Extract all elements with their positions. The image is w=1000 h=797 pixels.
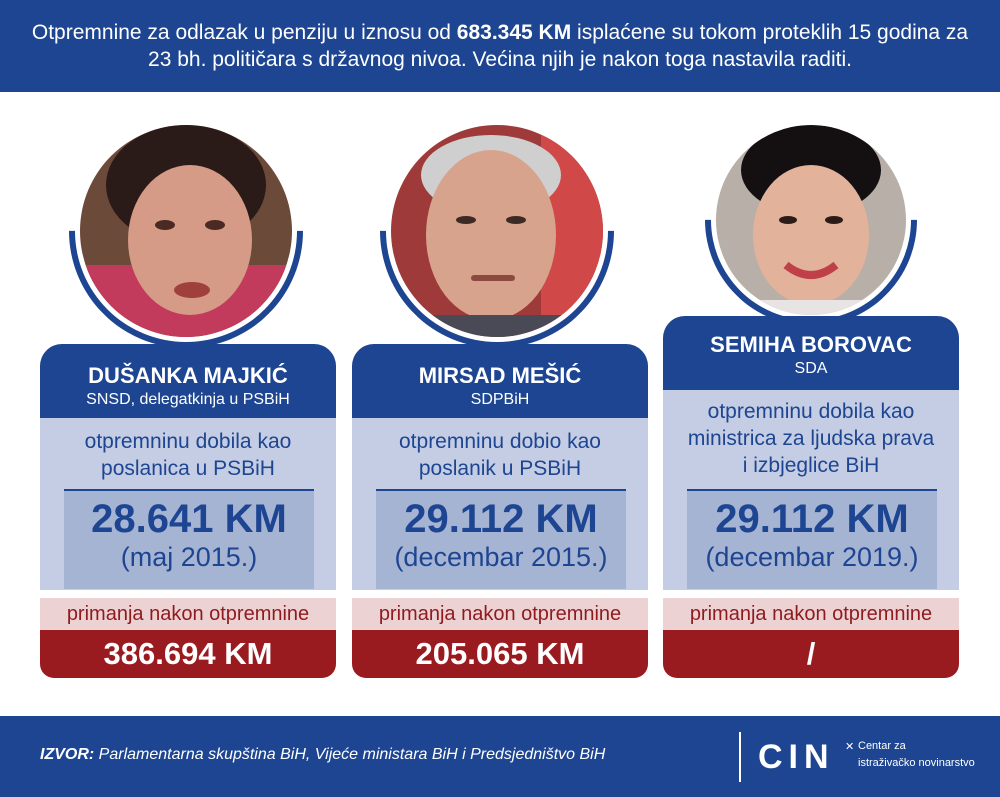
portrait-photo-borovac	[716, 125, 906, 315]
cin-logo-mark-icon: ✕	[845, 741, 855, 753]
headline-banner	[0, 0, 1000, 92]
cin-logo-line-1: Centar za	[858, 740, 906, 752]
source-label: IZVOR:	[40, 746, 95, 763]
portrait-image	[80, 125, 292, 337]
source-text: Parlamentarna skupština BiH, Vijeće ministara BiH i Predsjedništvo BiH	[98, 746, 606, 763]
portrait-image	[716, 125, 906, 315]
person-subtitle: SDPBiH	[470, 391, 530, 408]
severance-amount: 29.112 KM	[404, 497, 598, 541]
portrait-photo-majkic	[80, 125, 292, 337]
person-subtitle: SDA	[794, 360, 828, 377]
person-name: DUŠANKA MAJKIĆ	[88, 363, 288, 388]
after-severance-value: 205.065 KM	[352, 630, 648, 678]
name-box	[40, 344, 336, 418]
headline-text-end: isplaćene su tokom proteklih 15 godina za 23 bh. političara s državnog nivoa. Većina njih je nakon toga nastavila raditi.	[148, 21, 969, 71]
headline-text-start: Otpremnine za odlazak u penziju u iznosu od	[31, 21, 457, 44]
headline-text	[20, 19, 980, 73]
severance-description: otpremninu dobila kao ministrica za ljudska prava i izbjeglice BiH	[687, 400, 935, 477]
headline-total-amount: 683.345 KM	[456, 21, 572, 44]
portrait-image	[391, 125, 603, 337]
amount-box	[687, 489, 937, 589]
footer-bar	[0, 716, 1000, 797]
portrait-photo-mesic	[391, 125, 603, 337]
amount-box	[376, 489, 626, 589]
severance-description: otpremninu dobila kao poslanica u PSBiH	[84, 430, 292, 480]
after-severance-label: primanja nakon otpremnine	[663, 598, 959, 630]
name-box	[352, 344, 648, 418]
cin-logo: CIN	[758, 738, 835, 776]
cin-logo-line-2: istraživačko novinarstvo	[858, 757, 975, 769]
after-severance-value: /	[663, 630, 959, 678]
severance-amount: 29.112 KM	[715, 497, 909, 541]
severance-date: (maj 2015.)	[120, 542, 258, 572]
person-subtitle: SNSD, delegatkinja u PSBiH	[86, 391, 290, 408]
severance-date: (decembar 2015.)	[394, 542, 608, 572]
severance-description: otpremninu dobio kao poslanik u PSBiH	[399, 430, 601, 480]
after-severance-value: 386.694 KM	[40, 630, 336, 678]
name-box	[663, 316, 959, 390]
after-severance-label: primanja nakon otpremnine	[40, 598, 336, 630]
cin-logo-subtitle	[858, 738, 975, 772]
severance-amount: 28.641 KM	[91, 497, 287, 541]
severance-date: (decembar 2019.)	[705, 542, 919, 572]
source-line	[40, 746, 605, 764]
after-severance-label: primanja nakon otpremnine	[352, 598, 648, 630]
amount-box	[64, 489, 314, 589]
person-name: SEMIHA BOROVAC	[710, 332, 912, 357]
footer-divider	[739, 732, 741, 782]
person-name: MIRSAD MEŠIĆ	[418, 363, 582, 388]
